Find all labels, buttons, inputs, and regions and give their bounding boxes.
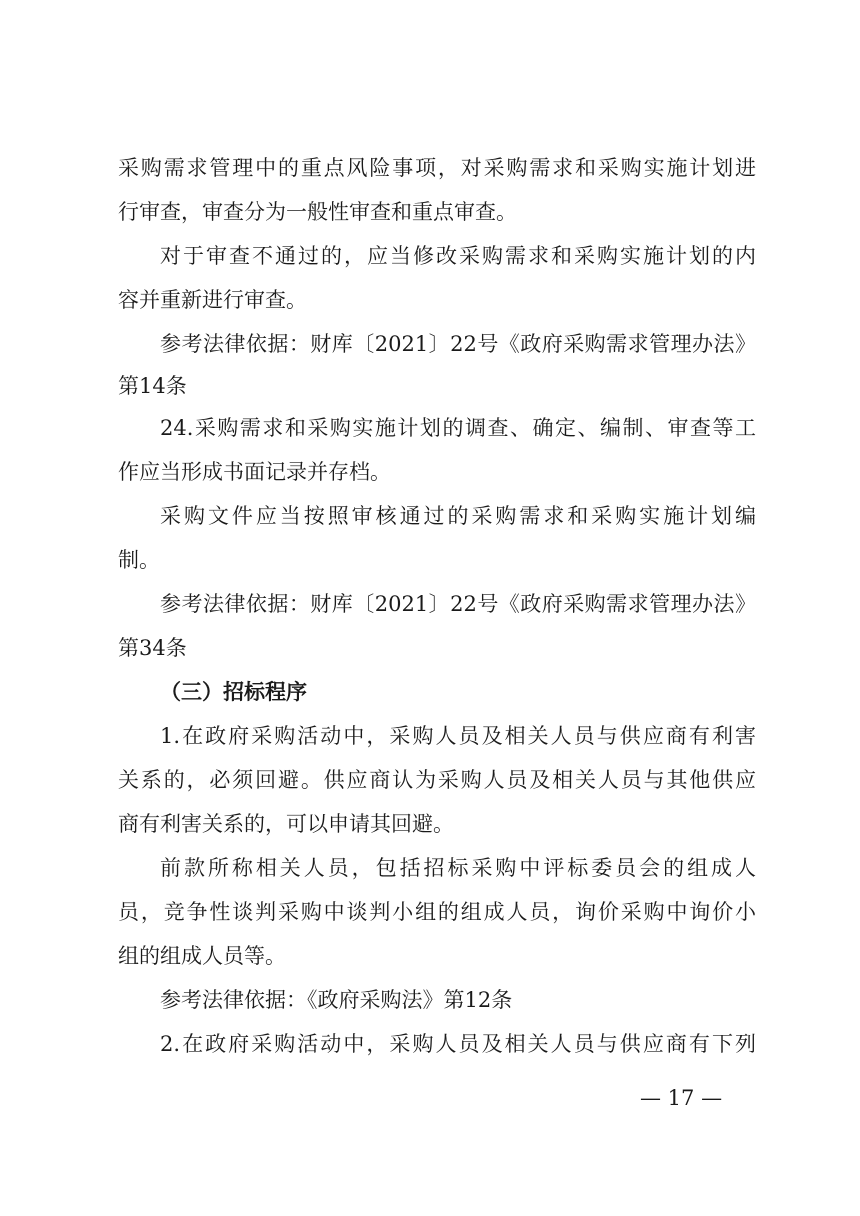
numbered-item: 关系的，必须回避。供应商认为采购人员及相关人员与其他供应 [118,768,756,792]
page-number: — 17 — [640,1086,723,1110]
paragraph-line: 采购需求管理中的重点风险事项，对采购需求和采购实施计划进 [118,156,756,180]
paragraph-line: 前款所称相关人员，包括招标采购中评标委员会的组成人 [160,856,756,880]
legal-reference: 参考法律依据：《政府采购法》第12条 [160,988,513,1012]
numbered-item: 2.在政府采购活动中，采购人员及相关人员与供应商有下列 [160,1032,756,1056]
legal-reference: 第34条 [118,636,187,660]
legal-reference: 第14条 [118,374,187,398]
paragraph-line: 对于审查不通过的，应当修改采购需求和采购实施计划的内 [160,244,756,268]
numbered-item: 作应当形成书面记录并存档。 [118,460,391,484]
paragraph-line: 员，竞争性谈判采购中谈判小组的组成人员，询价采购中询价小 [118,900,756,924]
paragraph-line: 制。 [118,548,160,572]
paragraph-line: 行审查，审查分为一般性审查和重点审查。 [118,200,517,224]
paragraph-line: 容并重新进行审查。 [118,288,307,312]
numbered-item: 商有利害关系的，可以申请其回避。 [118,812,454,836]
section-heading: （三）招标程序 [160,680,307,704]
paragraph-line: 采购文件应当按照审核通过的采购需求和采购实施计划编 [160,504,756,528]
legal-reference: 参考法律依据：财库〔2021〕22号《政府采购需求管理办法》 [160,592,756,616]
legal-reference: 参考法律依据：财库〔2021〕22号《政府采购需求管理办法》 [160,332,756,356]
numbered-item: 1.在政府采购活动中，采购人员及相关人员与供应商有利害 [160,724,756,748]
paragraph-line: 组的组成人员等。 [118,944,286,968]
numbered-item: 24.采购需求和采购实施计划的调查、确定、编制、审查等工 [160,416,756,440]
